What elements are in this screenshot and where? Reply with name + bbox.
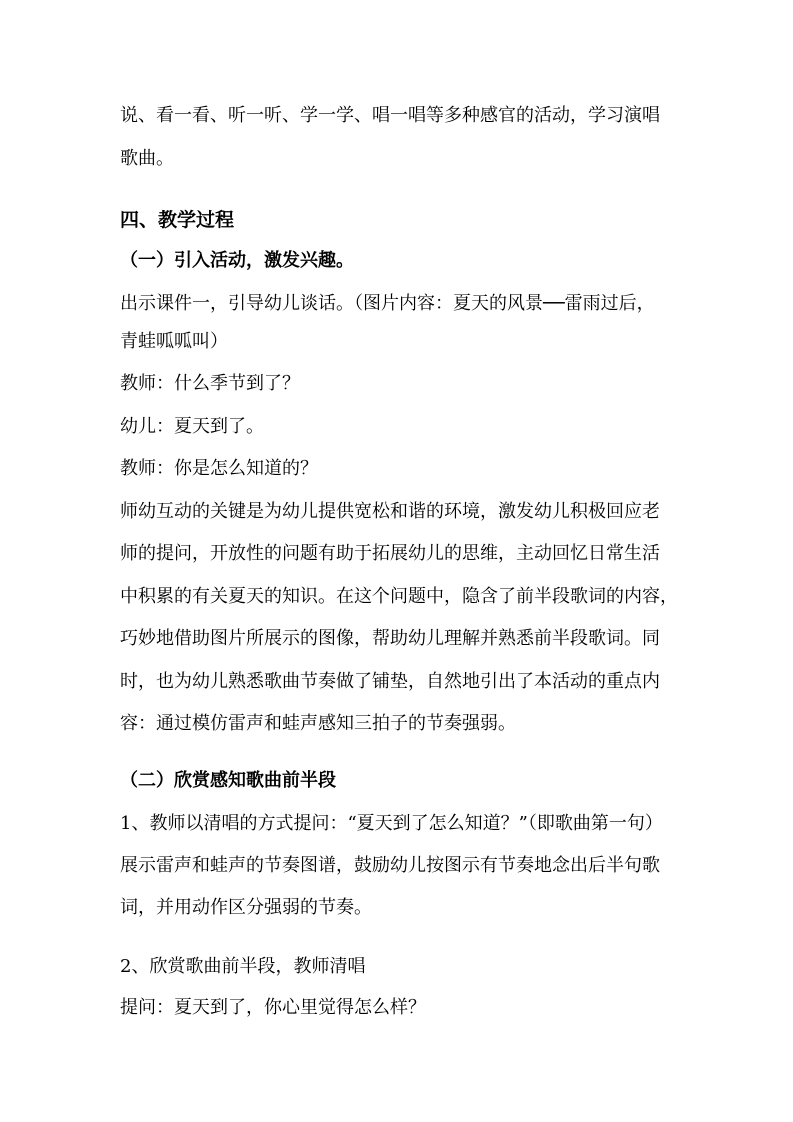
paragraph-line: 青蛙呱呱叫） — [120, 331, 228, 352]
intro-line-1: 说、看一看、听一听、学一学、唱一唱等多种感官的活动，学习演唱 — [120, 105, 660, 126]
section-heading: 四、教学过程 — [120, 209, 235, 231]
paragraph-line: 中积累的有关夏天的知识。在这个问题中，隐含了前半段歌词的内容， — [120, 586, 678, 607]
paragraph-line: 出示课件一，引导幼儿谈话。（图片内容：夏天的风景──雷雨过后， — [120, 293, 655, 314]
paragraph-line: 容：通过模仿雷声和蛙声感知三拍子的节奏强弱。 — [120, 713, 516, 734]
list-item-2-line: 2、欣赏歌曲前半段，教师清唱 — [120, 956, 366, 977]
dialogue-line: 教师：你是怎么知道的？ — [120, 458, 318, 479]
dialogue-line: 教师：什么季节到了？ — [120, 373, 300, 394]
paragraph-line: 师的提问，开放性的问题有助于拓展幼儿的思维，主动回忆日常生活 — [120, 543, 660, 564]
paragraph-line: 师幼互动的关键是为幼儿提供宽松和谐的环境，激发幼儿积极回应老 — [120, 501, 660, 522]
list-item-2-line: 提问：夏天到了，你心里觉得怎么样？ — [120, 997, 426, 1018]
list-item-1-line: 1、教师以清唱的方式提问：“夏天到了怎么知道？”（即歌曲第一句） — [120, 813, 663, 834]
list-item-1-line: 词，并用动作区分强弱的节奏。 — [120, 897, 372, 918]
list-item-1-line: 展示雷声和蛙声的节奏图谱，鼓励幼儿按图示有节奏地念出后半句歌 — [120, 855, 660, 876]
paragraph-line: 时，也为幼儿熟悉歌曲节奏做了铺垫，自然地引出了本活动的重点内 — [120, 671, 660, 692]
subsection-heading-2: （二）欣赏感知歌曲前半段 — [120, 770, 336, 791]
intro-line-2: 歌曲。 — [120, 148, 174, 169]
paragraph-line: 巧妙地借助图片所展示的图像，帮助幼儿理解并熟悉前半段歌词。同 — [120, 628, 660, 649]
subsection-heading-1: （一）引入活动，激发兴趣。 — [120, 250, 354, 271]
dialogue-line: 幼儿：夏天到了。 — [120, 416, 264, 437]
